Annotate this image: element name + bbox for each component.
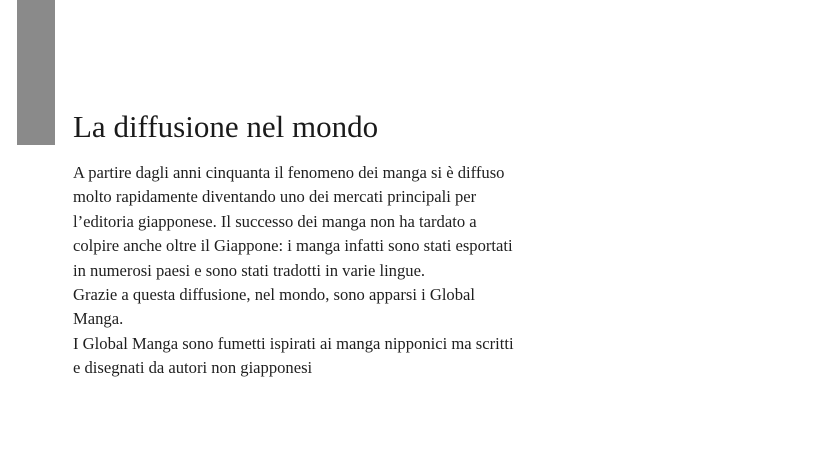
body-line: e disegnati da autori non giapponesi	[73, 358, 313, 378]
body-line: I Global Manga sono fumetti ispirati ai manga nipponici ma scritti	[73, 333, 514, 353]
body-line: l’editoria giapponese. Il successo dei manga non ha tardato a	[73, 211, 477, 231]
body-line: molto rapidamente diventando uno dei mercati principali per	[73, 187, 477, 207]
body-line: colpire anche oltre il Giappone: i manga infatti sono stati esportati	[73, 236, 513, 256]
body-line: A partire dagli anni cinquanta il fenomeno dei manga si è diffuso	[73, 163, 505, 182]
body-line: Grazie a questa diffusione, nel mondo, sono apparsi i Global	[73, 285, 475, 305]
slide-body-text	[73, 161, 593, 381]
body-line: in numerosi paesi e sono stati tradotti in varie lingue.	[73, 260, 426, 280]
decorative-accent-bar	[17, 0, 55, 145]
slide-title: La diffusione nel mondo	[73, 109, 379, 144]
body-line: Manga.	[73, 309, 124, 329]
